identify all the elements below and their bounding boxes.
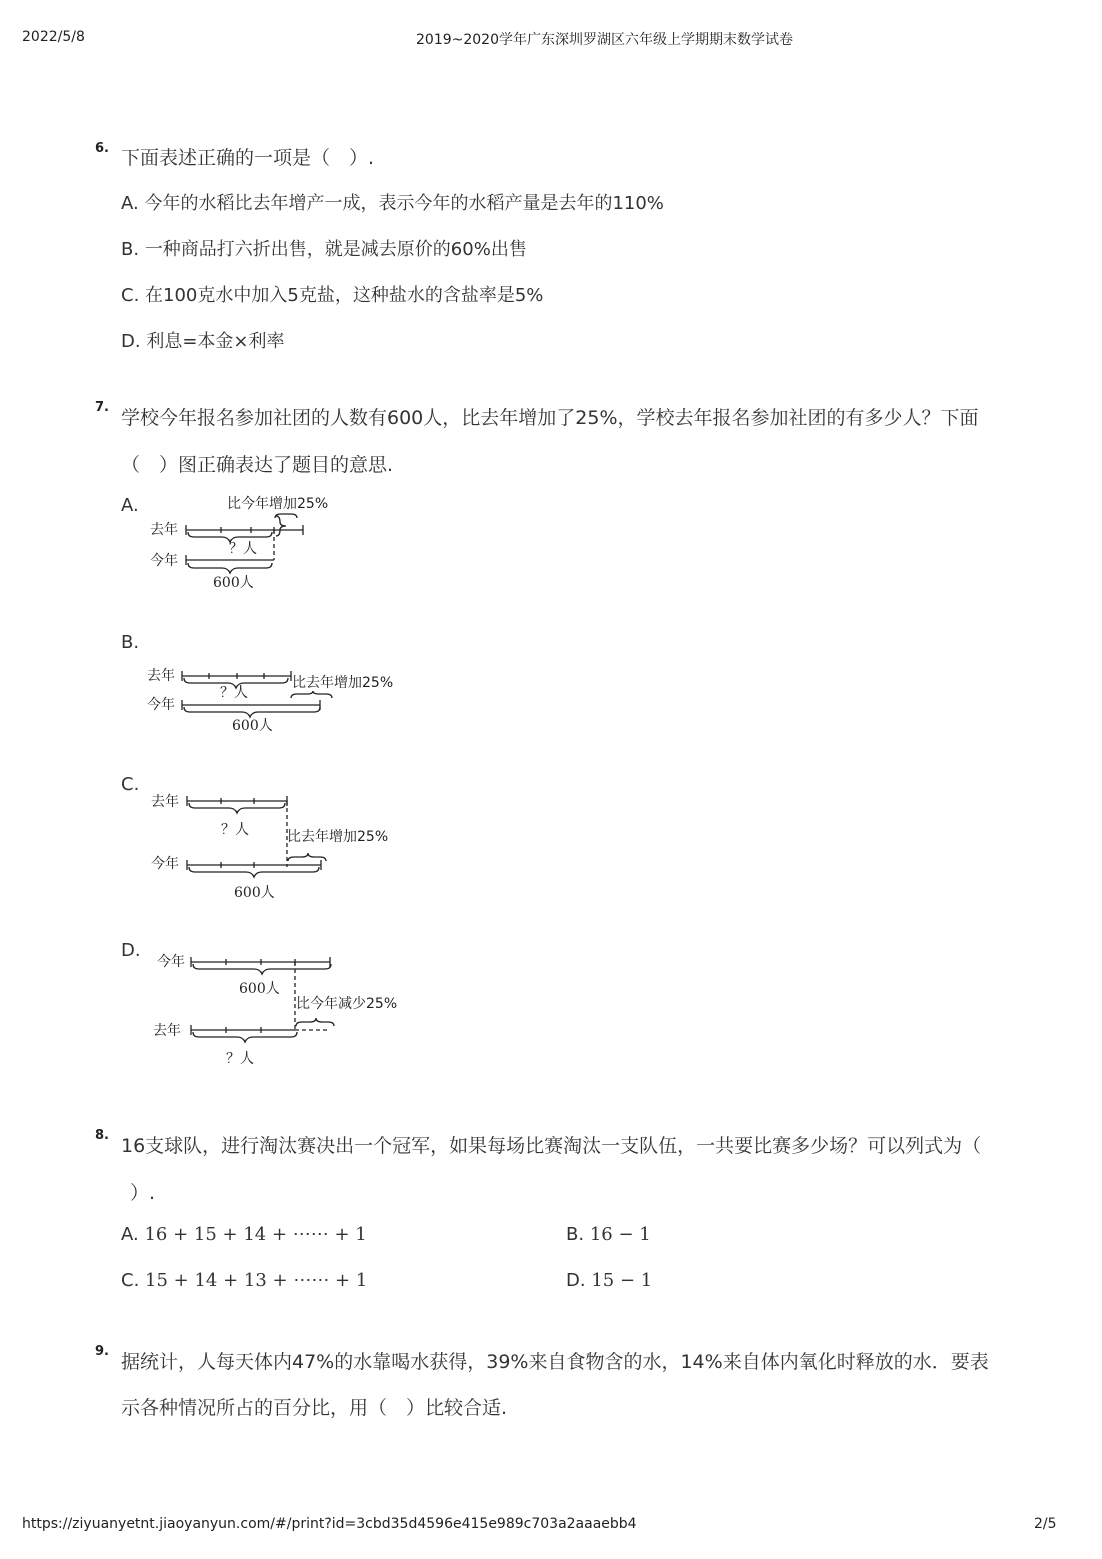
row-label-last-year: 去年 [153, 1023, 181, 1039]
note-brace [291, 691, 332, 698]
row-label-last-year: 去年 [147, 668, 175, 684]
option-text: 一种商品打六折出售，就是减去原价的60%出售 [144, 239, 527, 260]
total-label: 600人 [213, 575, 254, 591]
option-label: D. [121, 331, 141, 352]
row-label-last-year: 去年 [151, 794, 179, 810]
option-label: C. [121, 285, 140, 306]
note-brace [288, 853, 326, 861]
question-stem-line-1: 学校今年报名参加社团的人数有600人，比去年增加了25%，学校去年报名参加社团的有多少人？下面 [121, 407, 979, 429]
unknown-label: ？人 [229, 541, 257, 557]
option-c[interactable] [121, 1270, 367, 1291]
option-b-diagram[interactable] [140, 660, 420, 740]
option-d[interactable] [566, 1270, 652, 1291]
option-b[interactable] [121, 235, 527, 261]
diagram-note: 比今年减少25% [296, 996, 398, 1012]
unknown-brace [193, 1032, 297, 1042]
diagram-note: 比今年增加25% [227, 496, 329, 512]
page-number: 2/5 [1034, 1516, 1057, 1532]
unknown-label: ？人 [226, 1051, 254, 1067]
question-number: 7. [95, 400, 109, 415]
option-text: 16 − 1 [589, 1224, 651, 1245]
total-brace [193, 964, 331, 974]
question-stem-line-2: ）. [130, 1182, 156, 1204]
option-a-diagram[interactable] [140, 490, 400, 600]
option-label: A. [121, 193, 139, 214]
diagram-note: 比去年增加25% [287, 829, 389, 845]
print-date: 2022/5/8 [22, 29, 85, 45]
option-d-diagram[interactable] [140, 945, 420, 1070]
total-label: 600人 [234, 885, 275, 901]
question-number: 6. [95, 141, 109, 156]
question-stem-line-2: 示各种情况所占的百分比，用（ ）比较合适. [121, 1397, 508, 1419]
option-text: 15 + 14 + 13 + ⋯⋯ + 1 [145, 1270, 368, 1291]
option-label: C. [121, 1270, 140, 1291]
unknown-brace [189, 803, 285, 813]
print-url: https://ziyuanyetnt.jiaoyanyun.com/#/print?id=3cbd35d4596e415e989c703a2aaaebb4 [22, 1516, 637, 1532]
question-stem-line-1: 据统计，人每天体内47%的水靠喝水获得，39%来自食物含的水，14%来自体内氧化时释放的水．要表 [121, 1351, 989, 1373]
row-label-this-year: 今年 [157, 954, 185, 970]
option-a[interactable] [121, 189, 664, 215]
question-number: 8. [95, 1128, 109, 1143]
option-text: 今年的水稻比去年增产一成，表示今年的水稻产量是去年的110% [144, 193, 664, 214]
unknown-label: ？人 [220, 685, 248, 701]
option-c-diagram[interactable] [140, 785, 420, 910]
row-label-this-year: 今年 [147, 697, 175, 713]
option-c-label[interactable]: C. [121, 774, 140, 795]
total-label: 600人 [232, 718, 273, 734]
diagram-note: 比去年增加25% [292, 675, 394, 691]
option-label: B. [566, 1224, 585, 1245]
document-title: 2019~2020学年广东深圳罗湖区六年级上学期期末数学试卷 [416, 32, 793, 48]
option-b-label[interactable]: B. [121, 632, 140, 653]
total-brace [189, 867, 319, 877]
option-text: 利息=本金×利率 [146, 331, 285, 352]
option-d[interactable] [121, 327, 285, 353]
total-brace [188, 563, 272, 573]
option-label: D. [566, 1270, 586, 1291]
question-stem-line-2: （ ）图正确表达了题目的意思. [121, 454, 394, 476]
question-number: 9. [95, 1344, 109, 1359]
row-label-this-year: 今年 [150, 553, 178, 569]
unknown-label: ？人 [221, 822, 249, 838]
note-brace [296, 1018, 334, 1026]
question-stem-line-1: 16支球队，进行淘汰赛决出一个冠军，如果每场比赛淘汰一支队伍，一共要比赛多少场？可以列式为（ [121, 1135, 982, 1157]
option-text: 在100克水中加入5克盐，这种盐水的含盐率是5% [145, 285, 544, 306]
option-b[interactable] [566, 1224, 651, 1245]
option-d-label[interactable]: D. [121, 940, 141, 961]
row-label-last-year: 去年 [150, 522, 178, 538]
option-c[interactable] [121, 281, 543, 307]
note-brace [276, 516, 286, 536]
option-a-label[interactable]: A. [121, 495, 139, 516]
option-label: A. [121, 1224, 139, 1245]
option-text: 16 + 15 + 14 + ⋯⋯ + 1 [144, 1224, 367, 1245]
total-label: 600人 [239, 981, 280, 997]
option-a[interactable] [121, 1224, 367, 1245]
option-label: B. [121, 239, 140, 260]
option-text: 15 − 1 [591, 1270, 653, 1291]
total-brace [184, 707, 320, 717]
row-label-this-year: 今年 [151, 856, 179, 872]
question-stem: 下面表述正确的一项是（ ）. [121, 147, 375, 169]
